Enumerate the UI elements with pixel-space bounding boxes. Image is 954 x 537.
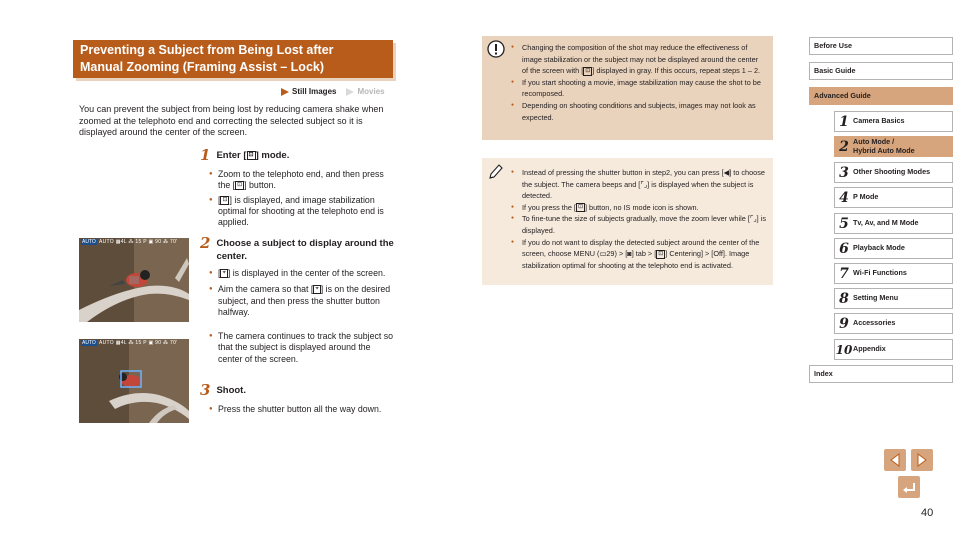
- previous-page-button[interactable]: [884, 449, 906, 471]
- note-box: [482, 158, 773, 285]
- step-number: 3: [200, 381, 211, 399]
- step-number: 2: [200, 234, 211, 252]
- step-1: [200, 146, 395, 231]
- title-line-2: Manual Zooming (Framing Assist – Lock): [80, 60, 325, 74]
- mode-tabs: [281, 87, 385, 96]
- left-button-icon: ◀: [723, 168, 730, 177]
- list-item: ● Press the shutter button all the way down.: [209, 404, 395, 415]
- section-title: [73, 40, 393, 78]
- target-icon: ⌖: [315, 286, 319, 293]
- is-mode-icon: ⊡: [222, 196, 228, 203]
- framing-assist-icon: ⊡: [237, 182, 243, 189]
- list-item: ● The camera continues to track the subject so that the subject is displayed around the center of the screen.: [209, 331, 395, 365]
- sidebar-chapter-2[interactable]: 2 Auto Mode / Hybrid Auto Mode: [834, 136, 953, 157]
- tab-still-images: Still Images: [281, 87, 336, 96]
- sidebar-advanced-guide[interactable]: Advanced Guide: [809, 87, 953, 105]
- step-2: [200, 234, 395, 368]
- step-3: [200, 381, 395, 418]
- sidebar-chapter-5[interactable]: 5 Tv, Av, and M Mode: [834, 213, 953, 234]
- sidebar-chapter-4[interactable]: 4 P Mode: [834, 187, 953, 208]
- list-item: ● [ ⌖ ] is displayed in the center of the screen.: [209, 268, 395, 279]
- list-item: ● If you start shooting a movie, image stabilization may cause the shot to be recomposed.: [511, 77, 766, 100]
- step-number: 1: [200, 146, 211, 164]
- sidebar-chapter-6[interactable]: 6 Playback Mode: [834, 238, 953, 259]
- triangle-icon: [346, 88, 354, 96]
- triangle-icon: [281, 88, 289, 96]
- screen-osd: AUTO ▦4L ⁂ 15 P ▣ 90 ⁂ 70': [99, 340, 178, 346]
- sidebar-chapter-10[interactable]: 10 Appendix: [834, 339, 953, 360]
- frame-icon: ⌜⌟: [749, 214, 757, 224]
- sidebar-basic-guide[interactable]: Basic Guide: [809, 62, 953, 80]
- framing-assist-icon: ⊡: [585, 67, 591, 74]
- arrow-right-icon: [916, 453, 928, 467]
- list-item: ● Depending on shooting conditions and subjects, images may not look as expected.: [511, 100, 766, 123]
- sidebar-chapter-3[interactable]: 3 Other Shooting Modes: [834, 162, 953, 183]
- screen-osd: AUTO ▦4L ⁂ 15 P ▣ 90 ⁂ 70': [99, 239, 178, 245]
- framing-assist-icon: ⊡: [577, 204, 583, 211]
- caution-icon: [487, 40, 505, 58]
- list-item: ● If you press the [ ⊡ ] button, no IS mode icon is shown.: [511, 202, 766, 214]
- book-icon: ▭: [599, 249, 607, 259]
- camera-screen-image: [79, 238, 189, 322]
- list-item: ● [ ⊡ ] is displayed, and image stabilization optimal for shooting at the telephoto end is applied.: [209, 195, 395, 229]
- list-item: ● Zoom to the telephoto end, and then press the [ ⊡ ] button.: [209, 169, 395, 192]
- title-line-1: Preventing a Subject from Being Lost after: [80, 43, 334, 57]
- list-item: ● Aim the camera so that [ ⌖ ] is on the desired subject, and then press the shutter button halfway.: [209, 284, 395, 318]
- step-title: Shoot.: [216, 385, 246, 396]
- bird-photo: [79, 339, 189, 423]
- sidebar-chapter-1[interactable]: 1 Camera Basics: [834, 111, 953, 132]
- sidebar-index[interactable]: Index: [809, 365, 953, 383]
- caution-box: [482, 36, 773, 140]
- framing-assist-icon: ⊡: [248, 151, 254, 158]
- sidebar-before-use[interactable]: Before Use: [809, 37, 953, 55]
- sidebar-chapter-8[interactable]: 8 Setting Menu: [834, 288, 953, 309]
- step-title: Choose a subject to display around the center.: [216, 238, 394, 262]
- list-item: ● If you do not want to display the detected subject around the center of the screen, choose MENU (▭29) > [◙] tab > [ ⊡ ] Centering] > [Off]. Image stabilization optimal for shooting at the telephoto end is activated.: [511, 237, 766, 272]
- list-item: ● Instead of pressing the shutter button in step2, you can press [◀] to choose the subject. The camera beeps and [⌜⌟] is displayed when the subject is detected.: [511, 167, 766, 202]
- frame-icon: ⌜⌟: [640, 179, 648, 189]
- framing-assist-icon: ⊡: [658, 250, 664, 257]
- bird-photo: [79, 238, 189, 322]
- sidebar-chapter-9[interactable]: 9 Accessories: [834, 313, 953, 334]
- tab-movies: Movies: [346, 87, 384, 96]
- list-item: ● Changing the composition of the shot may reduce the effectiveness of image stabilization or the subject may not be displayed around the center of the screen with [ ⊡ ] displayed in gray. If this occurs, repeat steps 1 – 2.: [511, 42, 766, 77]
- auto-mode-badge: AUTO: [82, 239, 96, 245]
- intro-text: You can prevent the subject from being lost by reducing camera shake when zoomed at the telephoto end and correcting the selected subject so it is displayed around the center of the screen.: [79, 104, 384, 137]
- return-icon: [901, 480, 917, 494]
- next-page-button[interactable]: [911, 449, 933, 471]
- page-number: 40: [921, 507, 934, 519]
- sidebar-chapter-7[interactable]: 7 Wi-Fi Functions: [834, 263, 953, 284]
- auto-mode-badge: AUTO: [82, 340, 96, 346]
- camera-tab-icon: ◙: [627, 249, 632, 259]
- step-title: Enter [ ⊡ ] mode.: [216, 150, 290, 161]
- camera-screen-image: [79, 339, 189, 423]
- arrow-left-icon: [889, 453, 901, 467]
- target-icon: ⌖: [222, 270, 226, 277]
- list-item: ● To fine-tune the size of subjects gradually, move the zoom lever while [⌜⌟] is displayed.: [511, 213, 766, 236]
- pencil-icon: [487, 163, 503, 181]
- return-button[interactable]: [898, 476, 920, 498]
